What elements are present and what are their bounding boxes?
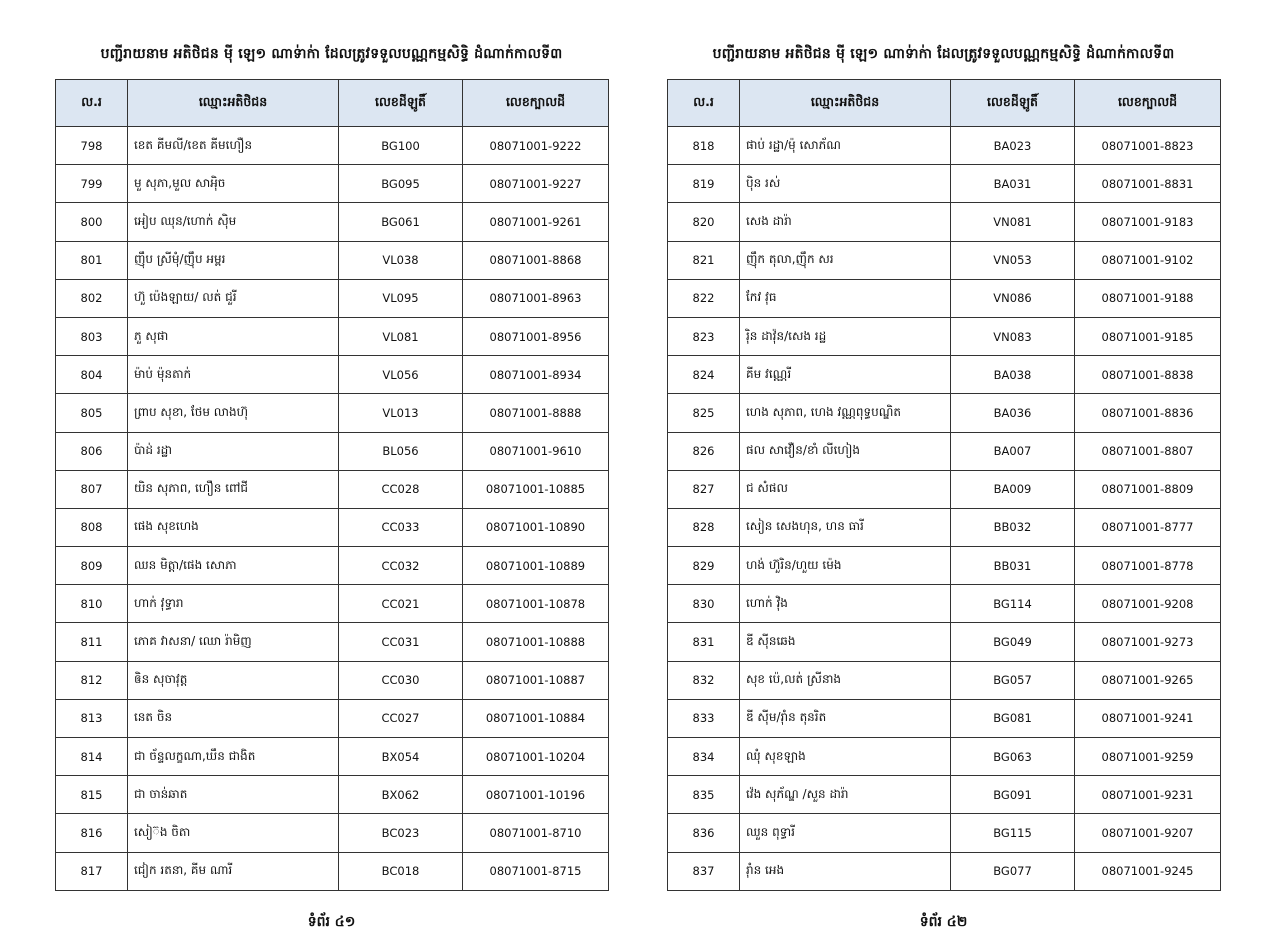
cell-land-id: 08071001-9227 — [463, 165, 609, 203]
cell-land-id: 08071001-9207 — [1075, 814, 1221, 852]
cell-plot-code: VN083 — [951, 317, 1075, 355]
cell-no: 828 — [668, 508, 740, 546]
table-row — [668, 508, 1221, 546]
table-row — [56, 394, 609, 432]
cell-plot-code: BG061 — [339, 203, 463, 241]
cell-customer-name: ផាប់ រដ្ឋា/ម៉ុ សោភ័ណ — [740, 127, 951, 165]
table-row — [56, 432, 609, 470]
cell-customer-name: ជា ច័ន្ទលក្ខណា,ឃឹន ជាងិត — [128, 738, 339, 776]
cell-land-id: 08071001-10889 — [463, 547, 609, 585]
cell-land-id: 08071001-9241 — [1075, 699, 1221, 737]
cell-land-id: 08071001-10204 — [463, 738, 609, 776]
cell-plot-code: BG115 — [951, 814, 1075, 852]
table-row — [56, 738, 609, 776]
header-no: ល.រ — [56, 80, 128, 127]
cell-customer-name: ឲិន សុចាវុត្ត — [128, 661, 339, 699]
cell-land-id: 08071001-8963 — [463, 279, 609, 317]
table-row — [668, 814, 1221, 852]
page-title: បញ្ជីរាយនាម អតិថិជន មុី ឡេ១ ណាទ់ាក់ា ដែលត្រូវទទួលបណ្ណកម្មសិទ្ធិ ដំណាក់កាលទី៣ — [100, 46, 563, 62]
cell-no: 812 — [56, 661, 128, 699]
cell-plot-code: VL056 — [339, 356, 463, 394]
table-row — [56, 203, 609, 241]
header-name: ឈ្មោះអតិថិជន — [740, 80, 951, 127]
cell-plot-code: BA023 — [951, 127, 1075, 165]
customer-table — [667, 79, 1221, 891]
cell-plot-code: BG057 — [951, 661, 1075, 699]
table-row — [668, 585, 1221, 623]
cell-customer-name: សៀន សេងហុន, ហន ធារី — [740, 508, 951, 546]
cell-land-id: 08071001-10888 — [463, 623, 609, 661]
cell-plot-code: CC028 — [339, 470, 463, 508]
table-row — [56, 623, 609, 661]
cell-plot-code: BG114 — [951, 585, 1075, 623]
cell-land-id: 08071001-8715 — [463, 852, 609, 890]
page-number: ទំព័រ ៤២ — [919, 914, 968, 930]
cell-plot-code: BA031 — [951, 165, 1075, 203]
table-row — [668, 203, 1221, 241]
cell-customer-name: សេង ដារ៉ា — [740, 203, 951, 241]
cell-land-id: 08071001-9265 — [1075, 661, 1221, 699]
cell-no: 811 — [56, 623, 128, 661]
cell-customer-name: គីម វណ្ណេរី — [740, 356, 951, 394]
cell-no: 815 — [56, 776, 128, 814]
table-row — [56, 852, 609, 890]
cell-land-id: 08071001-9259 — [1075, 738, 1221, 776]
cell-plot-code: BX054 — [339, 738, 463, 776]
cell-no: 807 — [56, 470, 128, 508]
cell-land-id: 08071001-9183 — [1075, 203, 1221, 241]
cell-land-id: 08071001-9185 — [1075, 317, 1221, 355]
cell-customer-name: ហង់ ហ៊ួរិន/ហួយ ម៉េង — [740, 547, 951, 585]
cell-land-id: 08071001-9102 — [1075, 241, 1221, 279]
cell-plot-code: VN081 — [951, 203, 1075, 241]
cell-land-id: 08071001-8956 — [463, 317, 609, 355]
cell-customer-name: សុខ ប៉េ,លត់ ស្រីនាង — [740, 661, 951, 699]
cell-plot-code: CC031 — [339, 623, 463, 661]
cell-land-id: 08071001-10890 — [463, 508, 609, 546]
cell-no: 804 — [56, 356, 128, 394]
cell-no: 833 — [668, 699, 740, 737]
cell-no: 824 — [668, 356, 740, 394]
page-title: បញ្ជីរាយនាម អតិថិជន មុី ឡេ១ ណាទ់ាក់ា ដែលត្រូវទទួលបណ្ណកម្មសិទ្ធិ ដំណាក់កាលទី៣ — [712, 46, 1175, 62]
table-row — [56, 241, 609, 279]
cell-land-id: 08071001-8934 — [463, 356, 609, 394]
table-row — [668, 738, 1221, 776]
cell-no: 810 — [56, 585, 128, 623]
table-row — [668, 661, 1221, 699]
cell-no: 803 — [56, 317, 128, 355]
table-row — [668, 470, 1221, 508]
cell-land-id: 08071001-9222 — [463, 127, 609, 165]
page-number: ទំព័រ ៤១ — [307, 914, 356, 930]
header-name: ឈ្មោះអតិថិជន — [128, 80, 339, 127]
cell-land-id: 08071001-8888 — [463, 394, 609, 432]
cell-land-id: 08071001-8838 — [1075, 356, 1221, 394]
cell-plot-code: BG100 — [339, 127, 463, 165]
cell-no: 809 — [56, 547, 128, 585]
cell-plot-code: BG095 — [339, 165, 463, 203]
cell-no: 822 — [668, 279, 740, 317]
table-row — [56, 470, 609, 508]
table-body — [668, 127, 1221, 891]
cell-plot-code: BA038 — [951, 356, 1075, 394]
cell-land-id: 08071001-9245 — [1075, 852, 1221, 890]
cell-plot-code: VN086 — [951, 279, 1075, 317]
cell-plot-code: BB031 — [951, 547, 1075, 585]
table-row — [56, 585, 609, 623]
cell-land-id: 08071001-8809 — [1075, 470, 1221, 508]
cell-customer-name: ជា ចាន់ឆាត — [128, 776, 339, 814]
cell-customer-name: វ៉េង សុភ័ណ្ឌ /សួន ដារ៉ា — [740, 776, 951, 814]
cell-no: 818 — [668, 127, 740, 165]
table-row — [668, 394, 1221, 432]
cell-no: 814 — [56, 738, 128, 776]
cell-land-id: 08071001-9208 — [1075, 585, 1221, 623]
cell-no: 819 — [668, 165, 740, 203]
cell-no: 813 — [56, 699, 128, 737]
cell-no: 832 — [668, 661, 740, 699]
cell-no: 837 — [668, 852, 740, 890]
cell-land-id: 08071001-9273 — [1075, 623, 1221, 661]
cell-no: 831 — [668, 623, 740, 661]
cell-customer-name: អៀប ឈុន/ហោក់ សុិម — [128, 203, 339, 241]
cell-land-id: 08071001-9261 — [463, 203, 609, 241]
cell-customer-name: រ៉ាំន អេង — [740, 852, 951, 890]
cell-land-id: 08071001-10887 — [463, 661, 609, 699]
cell-land-id: 08071001-10885 — [463, 470, 609, 508]
cell-customer-name: ប៉ាដ់ រដ្ឋា — [128, 432, 339, 470]
cell-land-id: 08071001-10878 — [463, 585, 609, 623]
cell-customer-name: យិន សុភាព, ហឿន ពៅជី — [128, 470, 339, 508]
cell-customer-name: ឈន មិត្តា/ផេង សោភា — [128, 547, 339, 585]
cell-customer-name: ឈុំ សុខឡាង — [740, 738, 951, 776]
table-row — [56, 547, 609, 585]
table-row — [668, 699, 1221, 737]
cell-customer-name: ញ៉ឹប ស្រីមុំ/ញ៉ឹប អម្ពរ — [128, 241, 339, 279]
cell-customer-name: នេត ចិន — [128, 699, 339, 737]
table-row — [56, 661, 609, 699]
cell-plot-code: BL056 — [339, 432, 463, 470]
cell-plot-code: BC018 — [339, 852, 463, 890]
table-row — [56, 317, 609, 355]
cell-no: 798 — [56, 127, 128, 165]
table-row — [668, 165, 1221, 203]
cell-land-id: 08071001-10196 — [463, 776, 609, 814]
table-row — [56, 127, 609, 165]
cell-no: 830 — [668, 585, 740, 623]
cell-customer-name: កែវ វុធ — [740, 279, 951, 317]
cell-customer-name: ផេង សុខហេង — [128, 508, 339, 546]
cell-customer-name: មួ សុភា,មួល សាអុិច — [128, 165, 339, 203]
cell-no: 821 — [668, 241, 740, 279]
cell-customer-name: ផល សាវឿន/ខាំ លីហៀង — [740, 432, 951, 470]
cell-plot-code: VL013 — [339, 394, 463, 432]
cell-land-id: 08071001-8807 — [1075, 432, 1221, 470]
cell-customer-name: ហ៊ួ ប៉េងឡាយ/ លត់ ជួរី — [128, 279, 339, 317]
cell-customer-name: សៀ៊ង ចិតា — [128, 814, 339, 852]
cell-land-id: 08071001-8831 — [1075, 165, 1221, 203]
cell-customer-name: ជៀក រតនា, គីម ណារី — [128, 852, 339, 890]
table-row — [668, 776, 1221, 814]
cell-no: 826 — [668, 432, 740, 470]
cell-customer-name: ឌី សុីនឆេង — [740, 623, 951, 661]
cell-customer-name: ភួ សុផា — [128, 317, 339, 355]
cell-no: 806 — [56, 432, 128, 470]
table-body — [56, 127, 609, 891]
table-row — [668, 241, 1221, 279]
table-row — [668, 279, 1221, 317]
cell-plot-code: BG091 — [951, 776, 1075, 814]
cell-customer-name: ញ៉ឹក តុលា,ញ៉ឹក សរ — [740, 241, 951, 279]
table-row — [668, 127, 1221, 165]
cell-plot-code: BX062 — [339, 776, 463, 814]
cell-customer-name: ព្រាប សុខា, ថែម លាងហ៊ុ — [128, 394, 339, 432]
cell-no: 829 — [668, 547, 740, 585]
cell-no: 799 — [56, 165, 128, 203]
cell-customer-name: ភោគ វាសនា/ ឈោ រ៉ាមិញ — [128, 623, 339, 661]
cell-customer-name: រ៉ិន ដាវ៉ុន/សេង រដ្ឋ — [740, 317, 951, 355]
cell-plot-code: VL095 — [339, 279, 463, 317]
cell-plot-code: CC021 — [339, 585, 463, 623]
cell-land-id: 08071001-9231 — [1075, 776, 1221, 814]
cell-plot-code: VL038 — [339, 241, 463, 279]
table-row — [668, 432, 1221, 470]
cell-plot-code: CC030 — [339, 661, 463, 699]
table-row — [56, 699, 609, 737]
header-plot-code: លេខដីឡូតិ៍ — [951, 80, 1075, 127]
table-row — [56, 814, 609, 852]
cell-no: 802 — [56, 279, 128, 317]
cell-land-id: 08071001-8778 — [1075, 547, 1221, 585]
table-row — [56, 165, 609, 203]
table-row — [668, 852, 1221, 890]
cell-plot-code: BG077 — [951, 852, 1075, 890]
cell-plot-code: CC027 — [339, 699, 463, 737]
header-land-id: លេខក្បាលដី — [463, 80, 609, 127]
cell-no: 835 — [668, 776, 740, 814]
cell-plot-code: CC033 — [339, 508, 463, 546]
cell-land-id: 08071001-8836 — [1075, 394, 1221, 432]
table-row — [56, 776, 609, 814]
table-row — [56, 279, 609, 317]
cell-customer-name: ប៉ិន រស់ — [740, 165, 951, 203]
header-no: ល.រ — [668, 80, 740, 127]
cell-land-id: 08071001-10884 — [463, 699, 609, 737]
table-row — [56, 508, 609, 546]
cell-plot-code: BA007 — [951, 432, 1075, 470]
cell-customer-name: ហាក់ វុទ្ធារា — [128, 585, 339, 623]
cell-no: 808 — [56, 508, 128, 546]
cell-land-id: 08071001-9188 — [1075, 279, 1221, 317]
cell-customer-name: ហេង សុភាព, ហេង វណ្ណពុទ្ធបណ្ឌិត — [740, 394, 951, 432]
cell-no: 834 — [668, 738, 740, 776]
table-header-row — [56, 80, 609, 127]
header-plot-code: លេខដីឡូតិ៍ — [339, 80, 463, 127]
cell-no: 820 — [668, 203, 740, 241]
cell-land-id: 08071001-8710 — [463, 814, 609, 852]
cell-customer-name: ឌី សុីម/រ៉ាំន តុនរិត — [740, 699, 951, 737]
cell-no: 817 — [56, 852, 128, 890]
cell-no: 836 — [668, 814, 740, 852]
cell-no: 825 — [668, 394, 740, 432]
table-row — [668, 356, 1221, 394]
cell-no: 816 — [56, 814, 128, 852]
cell-no: 800 — [56, 203, 128, 241]
cell-plot-code: BG063 — [951, 738, 1075, 776]
cell-plot-code: CC032 — [339, 547, 463, 585]
cell-customer-name: ហោក់ វ៉ិង — [740, 585, 951, 623]
cell-land-id: 08071001-8868 — [463, 241, 609, 279]
table-row — [668, 623, 1221, 661]
cell-plot-code: VN053 — [951, 241, 1075, 279]
cell-customer-name: ជ សំផល — [740, 470, 951, 508]
cell-plot-code: VL081 — [339, 317, 463, 355]
customer-table — [55, 79, 609, 891]
cell-no: 823 — [668, 317, 740, 355]
cell-land-id: 08071001-8823 — [1075, 127, 1221, 165]
cell-no: 805 — [56, 394, 128, 432]
cell-no: 827 — [668, 470, 740, 508]
cell-plot-code: BB032 — [951, 508, 1075, 546]
table-row — [668, 317, 1221, 355]
cell-plot-code: BC023 — [339, 814, 463, 852]
cell-customer-name: ខេត គីមលី/ខេត គីមហឿន — [128, 127, 339, 165]
table-header-row — [668, 80, 1221, 127]
cell-land-id: 08071001-8777 — [1075, 508, 1221, 546]
cell-plot-code: BG081 — [951, 699, 1075, 737]
cell-plot-code: BG049 — [951, 623, 1075, 661]
cell-customer-name: ឈួន ពុទ្ធារី — [740, 814, 951, 852]
table-row — [56, 356, 609, 394]
cell-customer-name: ម៉ាប់ ម៉ុនតាក់ — [128, 356, 339, 394]
cell-land-id: 08071001-9610 — [463, 432, 609, 470]
cell-plot-code: BA009 — [951, 470, 1075, 508]
table-row — [668, 547, 1221, 585]
header-land-id: លេខក្បាលដី — [1075, 80, 1221, 127]
cell-no: 801 — [56, 241, 128, 279]
cell-plot-code: BA036 — [951, 394, 1075, 432]
